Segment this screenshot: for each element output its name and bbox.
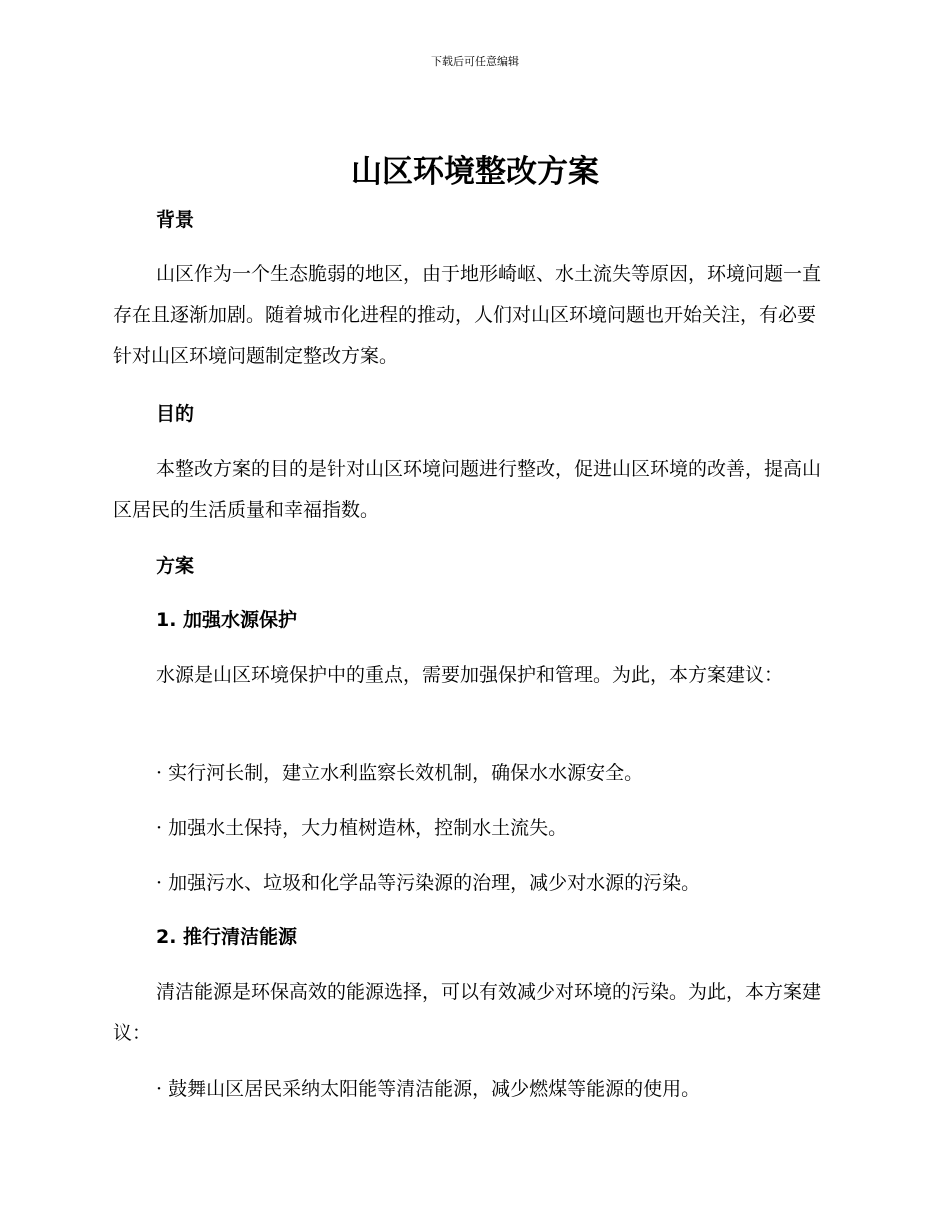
background-paragraph: 山区作为一个生态脆弱的地区，由于地形崎岖、水土流失等原因，环境问题一直存在且逐渐加剧。随着城市化进程的推动，人们对山区环境问题也开始关注，有必要针对山区环境问题制定整改方案。 <box>113 263 822 367</box>
list-item: · 鼓舞山区居民采纳太阳能等清洁能源，减少燃煤等能源的使用。 <box>156 1078 701 1100</box>
section-heading-plan: 方案 <box>156 555 195 577</box>
plan-item-heading-water: 1. 加强水源保护 <box>156 609 298 631</box>
water-protection-paragraph: 水源是山区环境保护中的重点，需要加强保护和管理。为此，本方案建议： <box>156 664 784 686</box>
document-title: 山区环境整改方案 <box>351 154 599 190</box>
clean-energy-paragraph: 清洁能源是环保高效的能源选择，可以有效减少对环境的污染。为此，本方案建议： <box>113 981 822 1044</box>
list-item: · 加强污水、垃圾和化学品等污染源的治理，减少对水源的污染。 <box>156 872 701 894</box>
section-heading-background: 背景 <box>156 209 195 231</box>
purpose-paragraph: 本整改方案的目的是针对山区环境问题进行整改，促进山区环境的改善，提高山区居民的生活质量和幸福指数。 <box>113 458 822 521</box>
plan-item-heading-energy: 2. 推行清洁能源 <box>156 926 298 948</box>
list-item: · 实行河长制，建立水利监察长效机制，确保水水源安全。 <box>156 762 644 784</box>
page-header-note: 下载后可任意编辑 <box>431 55 519 68</box>
section-heading-purpose: 目的 <box>156 403 195 425</box>
list-item: · 加强水土保持，大力植树造林，控制水土流失。 <box>156 817 568 839</box>
